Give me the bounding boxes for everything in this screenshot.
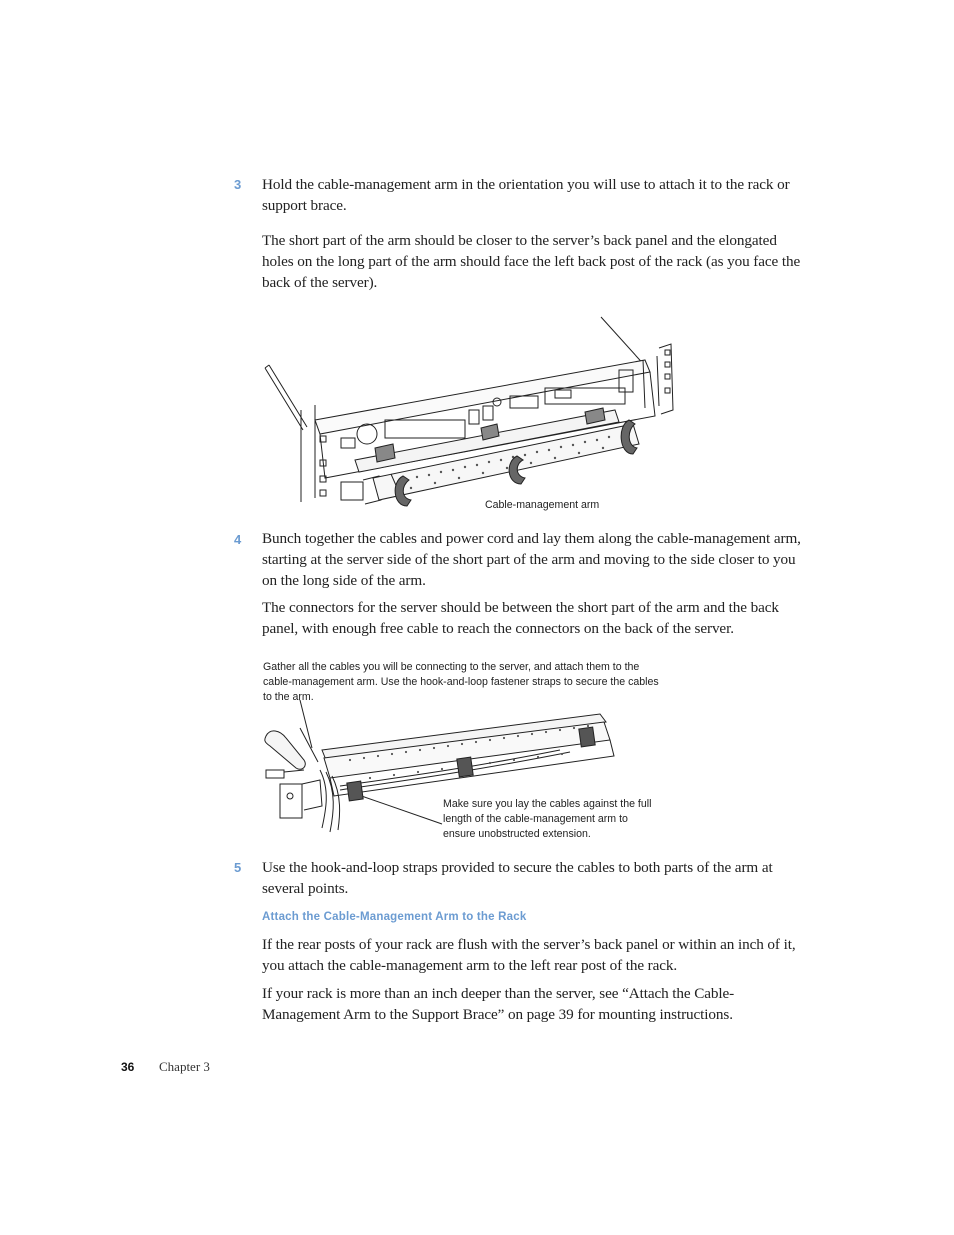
section-paragraph-1: If the rear posts of your rack are flush with the server’s back panel or within an inch of it, you attach the cable-management arm to the left rear post of the rack. [262,936,796,974]
section-paragraph-2: If your rack is more than an inch deeper than the server, see “Attach the Cable-Management Arm to the Support Brace” on page 39 for mounting instructions. [262,985,735,1023]
step-3-text: Hold the cable-management arm in the orientation you will use to attach it to the rack or support brace. [262,176,790,214]
figure-server-with-arm [255,310,695,520]
step-5-text: Use the hook-and-loop straps provided to secure the cables to both parts of the arm at several points. [262,859,773,897]
step-4-detail: The connectors for the server should be between the short part of the arm and the back panel, with enough free cable to reach the connectors on the back of the server. [262,599,779,637]
step-number-4: 4 [234,532,242,547]
step-number-3: 3 [234,177,242,192]
section-heading: Attach the Cable-Management Arm to the Rack [262,911,527,923]
figure2-callout-top: Gather all the cables you will be connecting to the server, and attach them to the cable-management arm. Use the hook-and-loop fastener straps to secure the cables to the arm. [263,661,659,703]
step-4-text: Bunch together the cables and power cord and lay them along the cable-management arm, starting at the server side of the short part of the arm and moving to the side closer to you on the long side of the arm. [262,530,801,589]
chapter-label: Chapter 3 [159,1059,210,1074]
figure2-callout-bottom: Make sure you lay the cables against the full length of the cable-management arm to ensure unobstructed extension. [443,798,652,840]
page-number: 36 [121,1060,135,1074]
step-3-detail: The short part of the arm should be closer to the server’s back panel and the elongated holes on the long part of the arm should face the left back post of the rack (as you face the back of the server). [262,232,801,291]
figure1-callout-label: Cable-management arm [485,499,600,511]
step-number-5: 5 [234,860,242,875]
